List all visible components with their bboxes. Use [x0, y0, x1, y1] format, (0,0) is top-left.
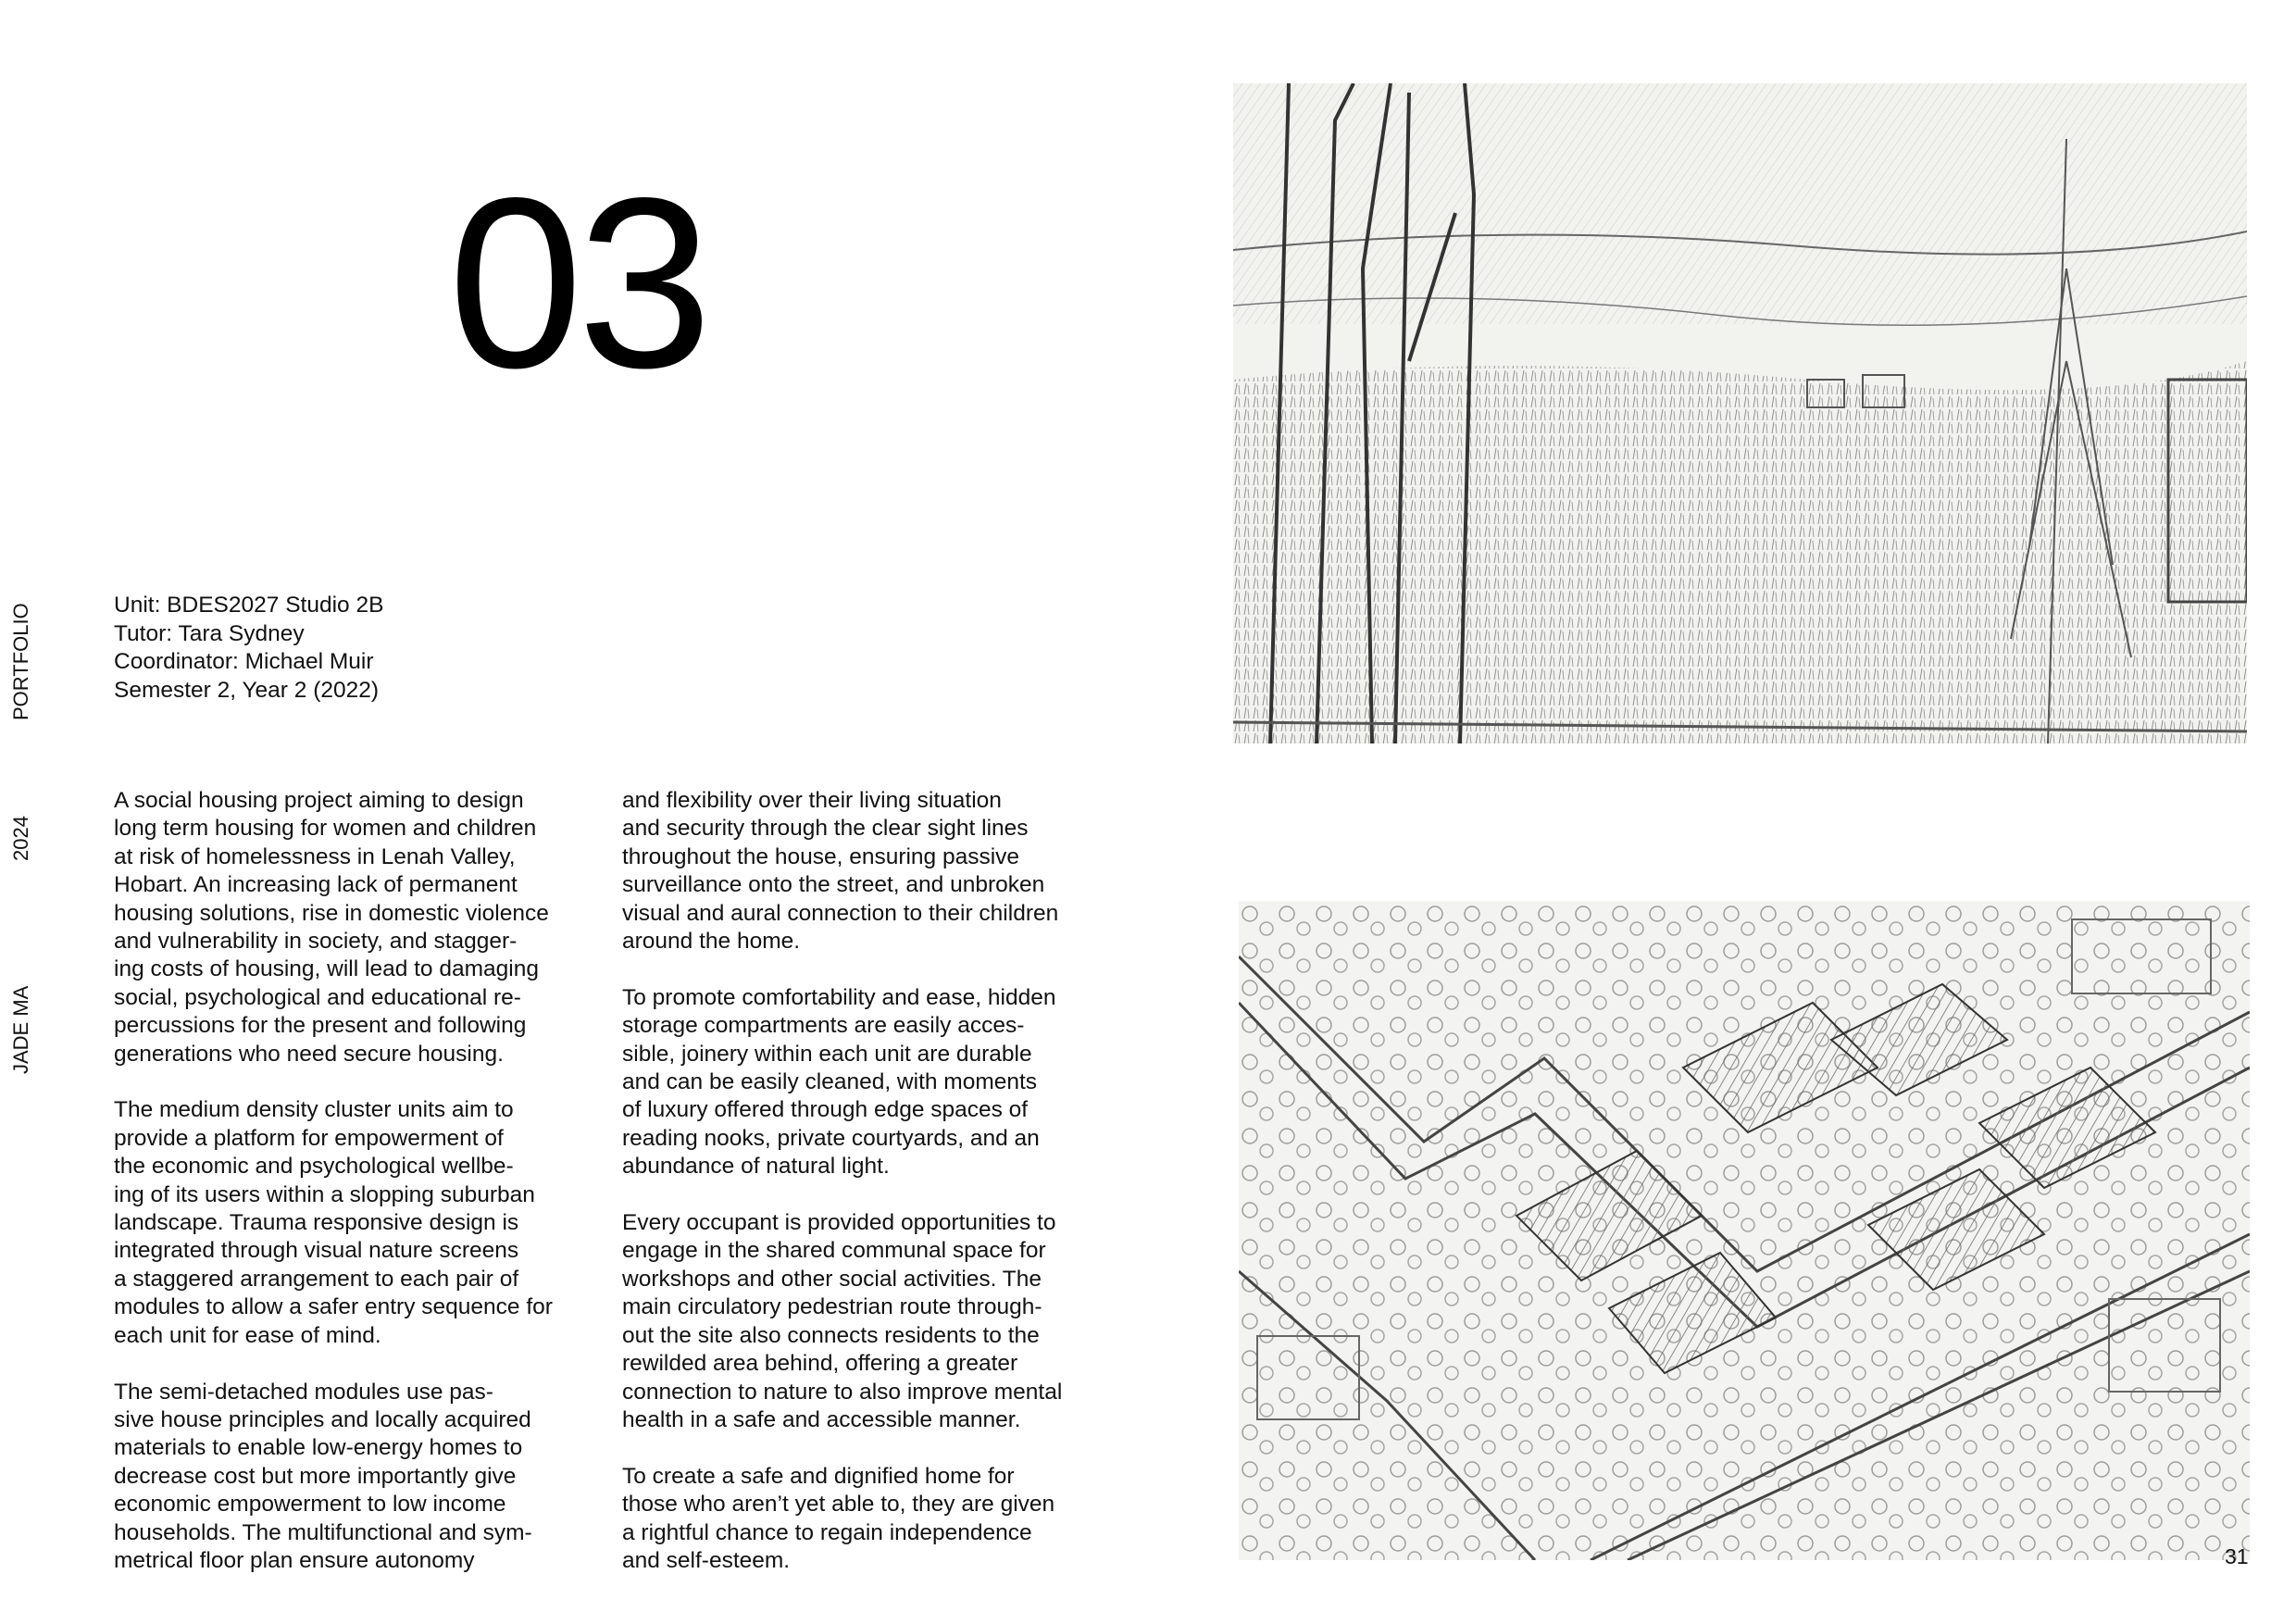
paragraph: To create a safe and dignified home for those who aren’t yet able to, they are given a rightful chance to regain independence and self-esteem.	[622, 1463, 1055, 1573]
paragraph: A social housing project aiming to design long term housing for women and children at risk of homelessness in Lenah Valley, Hobart. An increasing lack of permanent housing solutions, rise in domestic violence and vulnerability in society, and stagger- ing costs of housing, will lead to damaging social, psychological and educational re- percussions for the present and following generations who need secure housing.	[114, 788, 549, 1067]
landscape-sketch-image	[1233, 83, 2247, 743]
meta-semester: Semester 2, Year 2 (2022)	[114, 677, 380, 703]
paragraph: The medium density cluster units aim to provide a platform for empowerment of the economic and psychological wellbe- ing of its users within a slopping suburban landscape. Trauma responsive design is integrated through visual nature screens a staggered arrangement to each pair of modules to allow a safer entry sequence for each unit for ease of mind.	[114, 1097, 553, 1348]
body-column-1	[114, 787, 632, 1604]
paragraph: The semi-detached modules use pas- sive house principles and locally acquired materials to enable low-energy homes to decrease cost but more importantly give economic empowerment to low income households. The multifunctional and sym- metrical floor plan ensure autonomy	[114, 1379, 532, 1573]
paragraph: Every occupant is provided opportunities to engage in the shared communal space for workshops and other social activities. The main circulatory pedestrian route through- out the site also connects residents to the rewilded area behind, offering a greater connection to nature to also improve mental health in a safe and accessible manner.	[622, 1210, 1063, 1432]
side-label-portfolio: PORTFOLIO	[9, 603, 32, 720]
body-column-2	[622, 787, 1141, 1604]
paragraph: To promote comfortability and ease, hidden storage compartments are easily acces- sible, joinery within each unit are durable and can be easily cleaned, with moments of luxury offered through edge spaces of reading nooks, private courtyards, and an abundance of natural light.	[622, 984, 1056, 1180]
paragraph: and flexibility over their living situation and security through the clear sight lines throughout the house, ensuring passive surveillance onto the street, and unbroken visual and aural connection to their children around the home.	[622, 788, 1059, 955]
meta-coordinator: Coordinator: Michael Muir	[114, 649, 374, 674]
project-meta	[114, 592, 383, 705]
side-label-name: JADE MA	[9, 985, 32, 1074]
aerial-site-sketch-image	[1239, 901, 2250, 1560]
meta-tutor: Tutor: Tara Sydney	[114, 620, 305, 646]
section-number: 03	[448, 147, 707, 418]
page-number: 31	[2225, 1544, 2249, 1568]
side-label-year: 2024	[9, 816, 32, 861]
meta-unit: Unit: BDES2027 Studio 2B	[114, 593, 384, 618]
